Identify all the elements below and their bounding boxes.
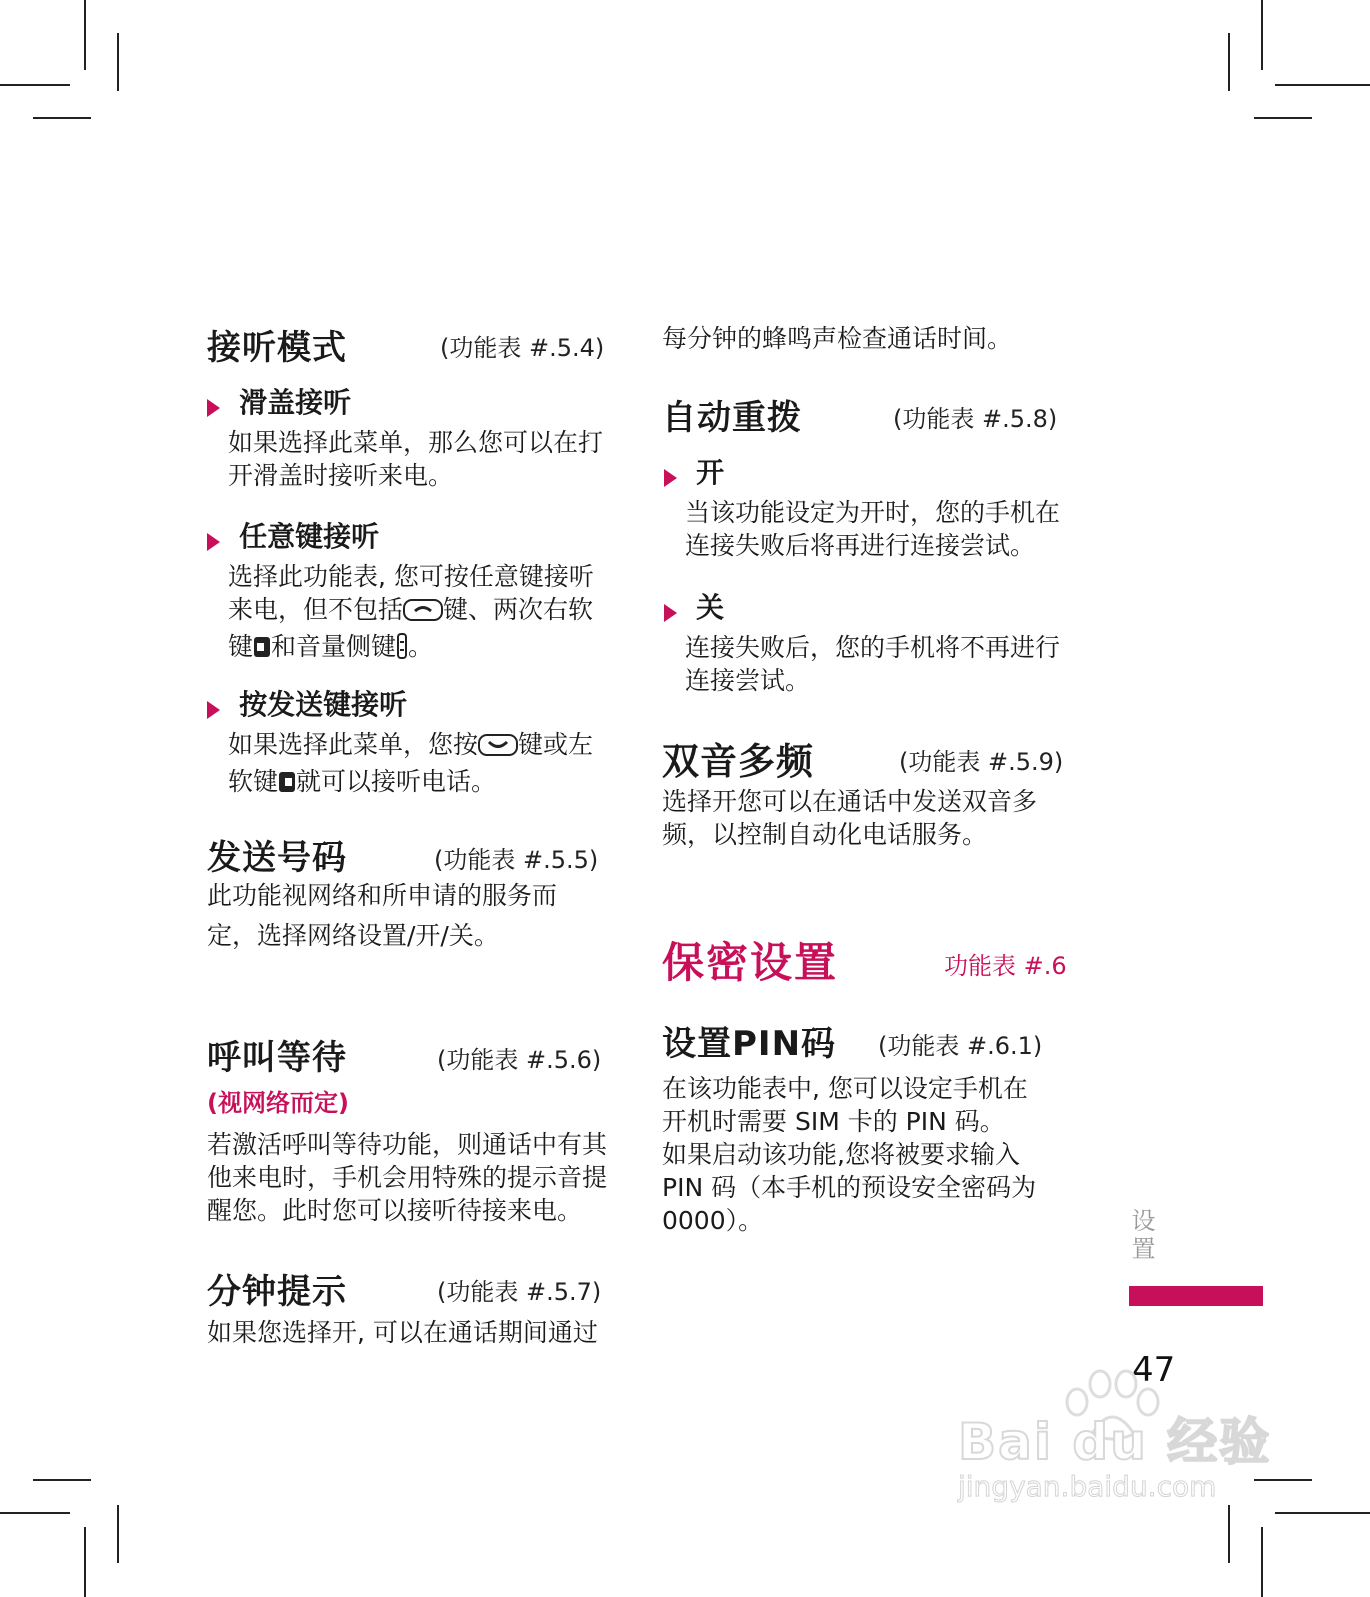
text-span: 来电，但不包括 bbox=[228, 595, 404, 624]
text-line: 若激活呼叫等待功能，则通话中有其 bbox=[207, 1130, 608, 1159]
text-line: 当该功能设定为开时，您的手机在 bbox=[685, 498, 1061, 527]
section-title-send-number: 发送号码 bbox=[207, 838, 347, 878]
crop-mark bbox=[0, 84, 70, 86]
menu-ref: (功能表 #.5.8) bbox=[893, 405, 1058, 433]
bullet-triangle-icon bbox=[207, 399, 220, 417]
text-span: 键或左 bbox=[518, 730, 594, 759]
bullet-triangle-icon bbox=[664, 604, 677, 622]
crop-mark bbox=[117, 1505, 119, 1563]
section-title-auto-redial: 自动重拨 bbox=[662, 398, 802, 438]
text-line: 频，以控制自动化电话服务。 bbox=[662, 820, 988, 849]
sub-item-on bbox=[664, 451, 724, 491]
text-line: 连接失败后将再进行连接尝试。 bbox=[685, 531, 1036, 560]
sub-item-label: 任意键接听 bbox=[239, 520, 380, 553]
paragraph bbox=[207, 1316, 598, 1349]
sub-item-label: 按发送键接听 bbox=[239, 688, 408, 721]
text-line: 定，选择网络设置/开/关。 bbox=[207, 921, 499, 950]
sub-item-label: 关 bbox=[696, 591, 725, 624]
text-span: 就可以接听电话。 bbox=[296, 767, 497, 796]
text-line: 此功能视网络和所申请的服务而 bbox=[207, 881, 558, 910]
crop-mark bbox=[1261, 0, 1263, 70]
bullet-triangle-icon bbox=[664, 469, 677, 487]
chapter-tab-bar bbox=[1129, 1286, 1263, 1306]
menu-ref: (功能表 #.5.7) bbox=[437, 1278, 602, 1306]
page-number: 47 bbox=[1132, 1350, 1176, 1390]
text-line: 连接尝试。 bbox=[685, 666, 811, 695]
menu-ref: (功能表 #.5.5) bbox=[434, 846, 599, 874]
crop-mark bbox=[33, 117, 91, 119]
text-span: 键、两次右软 bbox=[443, 595, 594, 624]
send-key-icon bbox=[478, 732, 518, 765]
text-line: 在该功能表中, 您可以设定手机在 bbox=[662, 1074, 1028, 1103]
sub-item-send-key-answer bbox=[207, 683, 407, 723]
section-title-dtmf: 双音多频 bbox=[662, 740, 814, 783]
text-span: 。 bbox=[408, 632, 434, 661]
sub-item-label: 滑盖接听 bbox=[239, 386, 352, 419]
chapter-title-security: 保密设置 bbox=[662, 938, 839, 987]
watermark-brand: Bai du 经验 bbox=[958, 1413, 1272, 1471]
crop-mark bbox=[1228, 33, 1230, 91]
paragraph bbox=[685, 496, 1060, 562]
text-line: 如果选择此菜单，那么您可以在打 bbox=[228, 428, 604, 457]
menu-ref: (功能表 #.5.9) bbox=[899, 748, 1064, 776]
sub-item-label: 开 bbox=[696, 456, 725, 489]
paragraph bbox=[207, 876, 557, 956]
sub-item-off bbox=[664, 586, 724, 626]
watermark-url: jingyan.baidu.com bbox=[958, 1470, 1217, 1503]
text-line: 醒您。此时您可以接听待接来电。 bbox=[207, 1196, 583, 1225]
text-line: 选择此功能表, 您可按任意键接听 bbox=[228, 562, 594, 591]
text-line bbox=[228, 765, 593, 802]
network-note: (视网络而定) bbox=[207, 1089, 349, 1117]
crop-mark bbox=[1275, 84, 1370, 86]
section-title-minute-minder: 分钟提示 bbox=[207, 1272, 347, 1312]
section-title-set-pin: 设置PIN码 bbox=[662, 1024, 837, 1064]
crop-mark bbox=[1228, 1505, 1230, 1563]
menu-ref: (功能表 #.5.6) bbox=[437, 1046, 602, 1074]
chapter-side-label: 设置 bbox=[1127, 1208, 1155, 1264]
end-key-icon bbox=[403, 597, 443, 630]
crop-mark bbox=[117, 33, 119, 91]
crop-mark bbox=[1275, 1512, 1370, 1514]
bullet-triangle-icon bbox=[207, 701, 220, 719]
section-title-answer-mode: 接听模式 bbox=[207, 328, 347, 368]
text-line: 如果您选择开, 可以在通话期间通过 bbox=[207, 1318, 598, 1347]
text-line bbox=[228, 593, 594, 630]
crop-mark bbox=[1254, 1479, 1312, 1481]
bullet-triangle-icon bbox=[207, 533, 220, 551]
crop-mark bbox=[1261, 1527, 1263, 1597]
text-line: PIN 码（本手机的预设安全密码为 bbox=[662, 1173, 1037, 1202]
soft-key-icon bbox=[253, 634, 271, 667]
sub-item-slide-answer bbox=[207, 381, 351, 421]
paragraph bbox=[207, 1128, 607, 1227]
text-line: 如果启动该功能,您将被要求输入 bbox=[662, 1140, 1020, 1169]
paragraph bbox=[662, 1072, 1036, 1237]
section-title-call-waiting: 呼叫等待 bbox=[207, 1038, 347, 1078]
paragraph bbox=[662, 785, 1037, 851]
paragraph bbox=[228, 560, 594, 667]
text-span: 和音量侧键 bbox=[271, 632, 397, 661]
menu-ref: (功能表 #.5.4) bbox=[440, 334, 605, 362]
text-line: 他来电时，手机会用特殊的提示音提 bbox=[207, 1163, 608, 1192]
crop-mark bbox=[84, 0, 86, 70]
text-span: 软键 bbox=[228, 767, 279, 796]
text-span: 如果选择此菜单，您按 bbox=[228, 730, 479, 759]
text-line bbox=[228, 728, 593, 765]
text-line: 开机时需要 SIM 卡的 PIN 码。 bbox=[662, 1107, 1005, 1136]
crop-mark bbox=[0, 1512, 70, 1514]
paragraph bbox=[228, 426, 603, 492]
paragraph bbox=[685, 631, 1060, 697]
text-line bbox=[228, 630, 594, 667]
paragraph bbox=[228, 728, 593, 802]
text-line: 0000）。 bbox=[662, 1206, 764, 1235]
text-line: 选择开您可以在通话中发送双音多 bbox=[662, 787, 1038, 816]
crop-mark bbox=[33, 1479, 91, 1481]
text-span: 键 bbox=[228, 632, 254, 661]
soft-key-icon bbox=[278, 769, 296, 802]
sub-item-any-key-answer bbox=[207, 515, 379, 555]
chapter-menu-ref: 功能表 #.6 bbox=[944, 952, 1067, 980]
menu-ref: (功能表 #.6.1) bbox=[878, 1032, 1043, 1060]
text-line: 连接失败后，您的手机将不再进行 bbox=[685, 633, 1061, 662]
continued-text: 每分钟的蜂鸣声检查通话时间。 bbox=[662, 324, 1013, 353]
crop-mark bbox=[84, 1527, 86, 1597]
volume-side-key-icon bbox=[396, 633, 408, 667]
crop-mark bbox=[1254, 117, 1312, 119]
text-line: 开滑盖时接听来电。 bbox=[228, 461, 454, 490]
